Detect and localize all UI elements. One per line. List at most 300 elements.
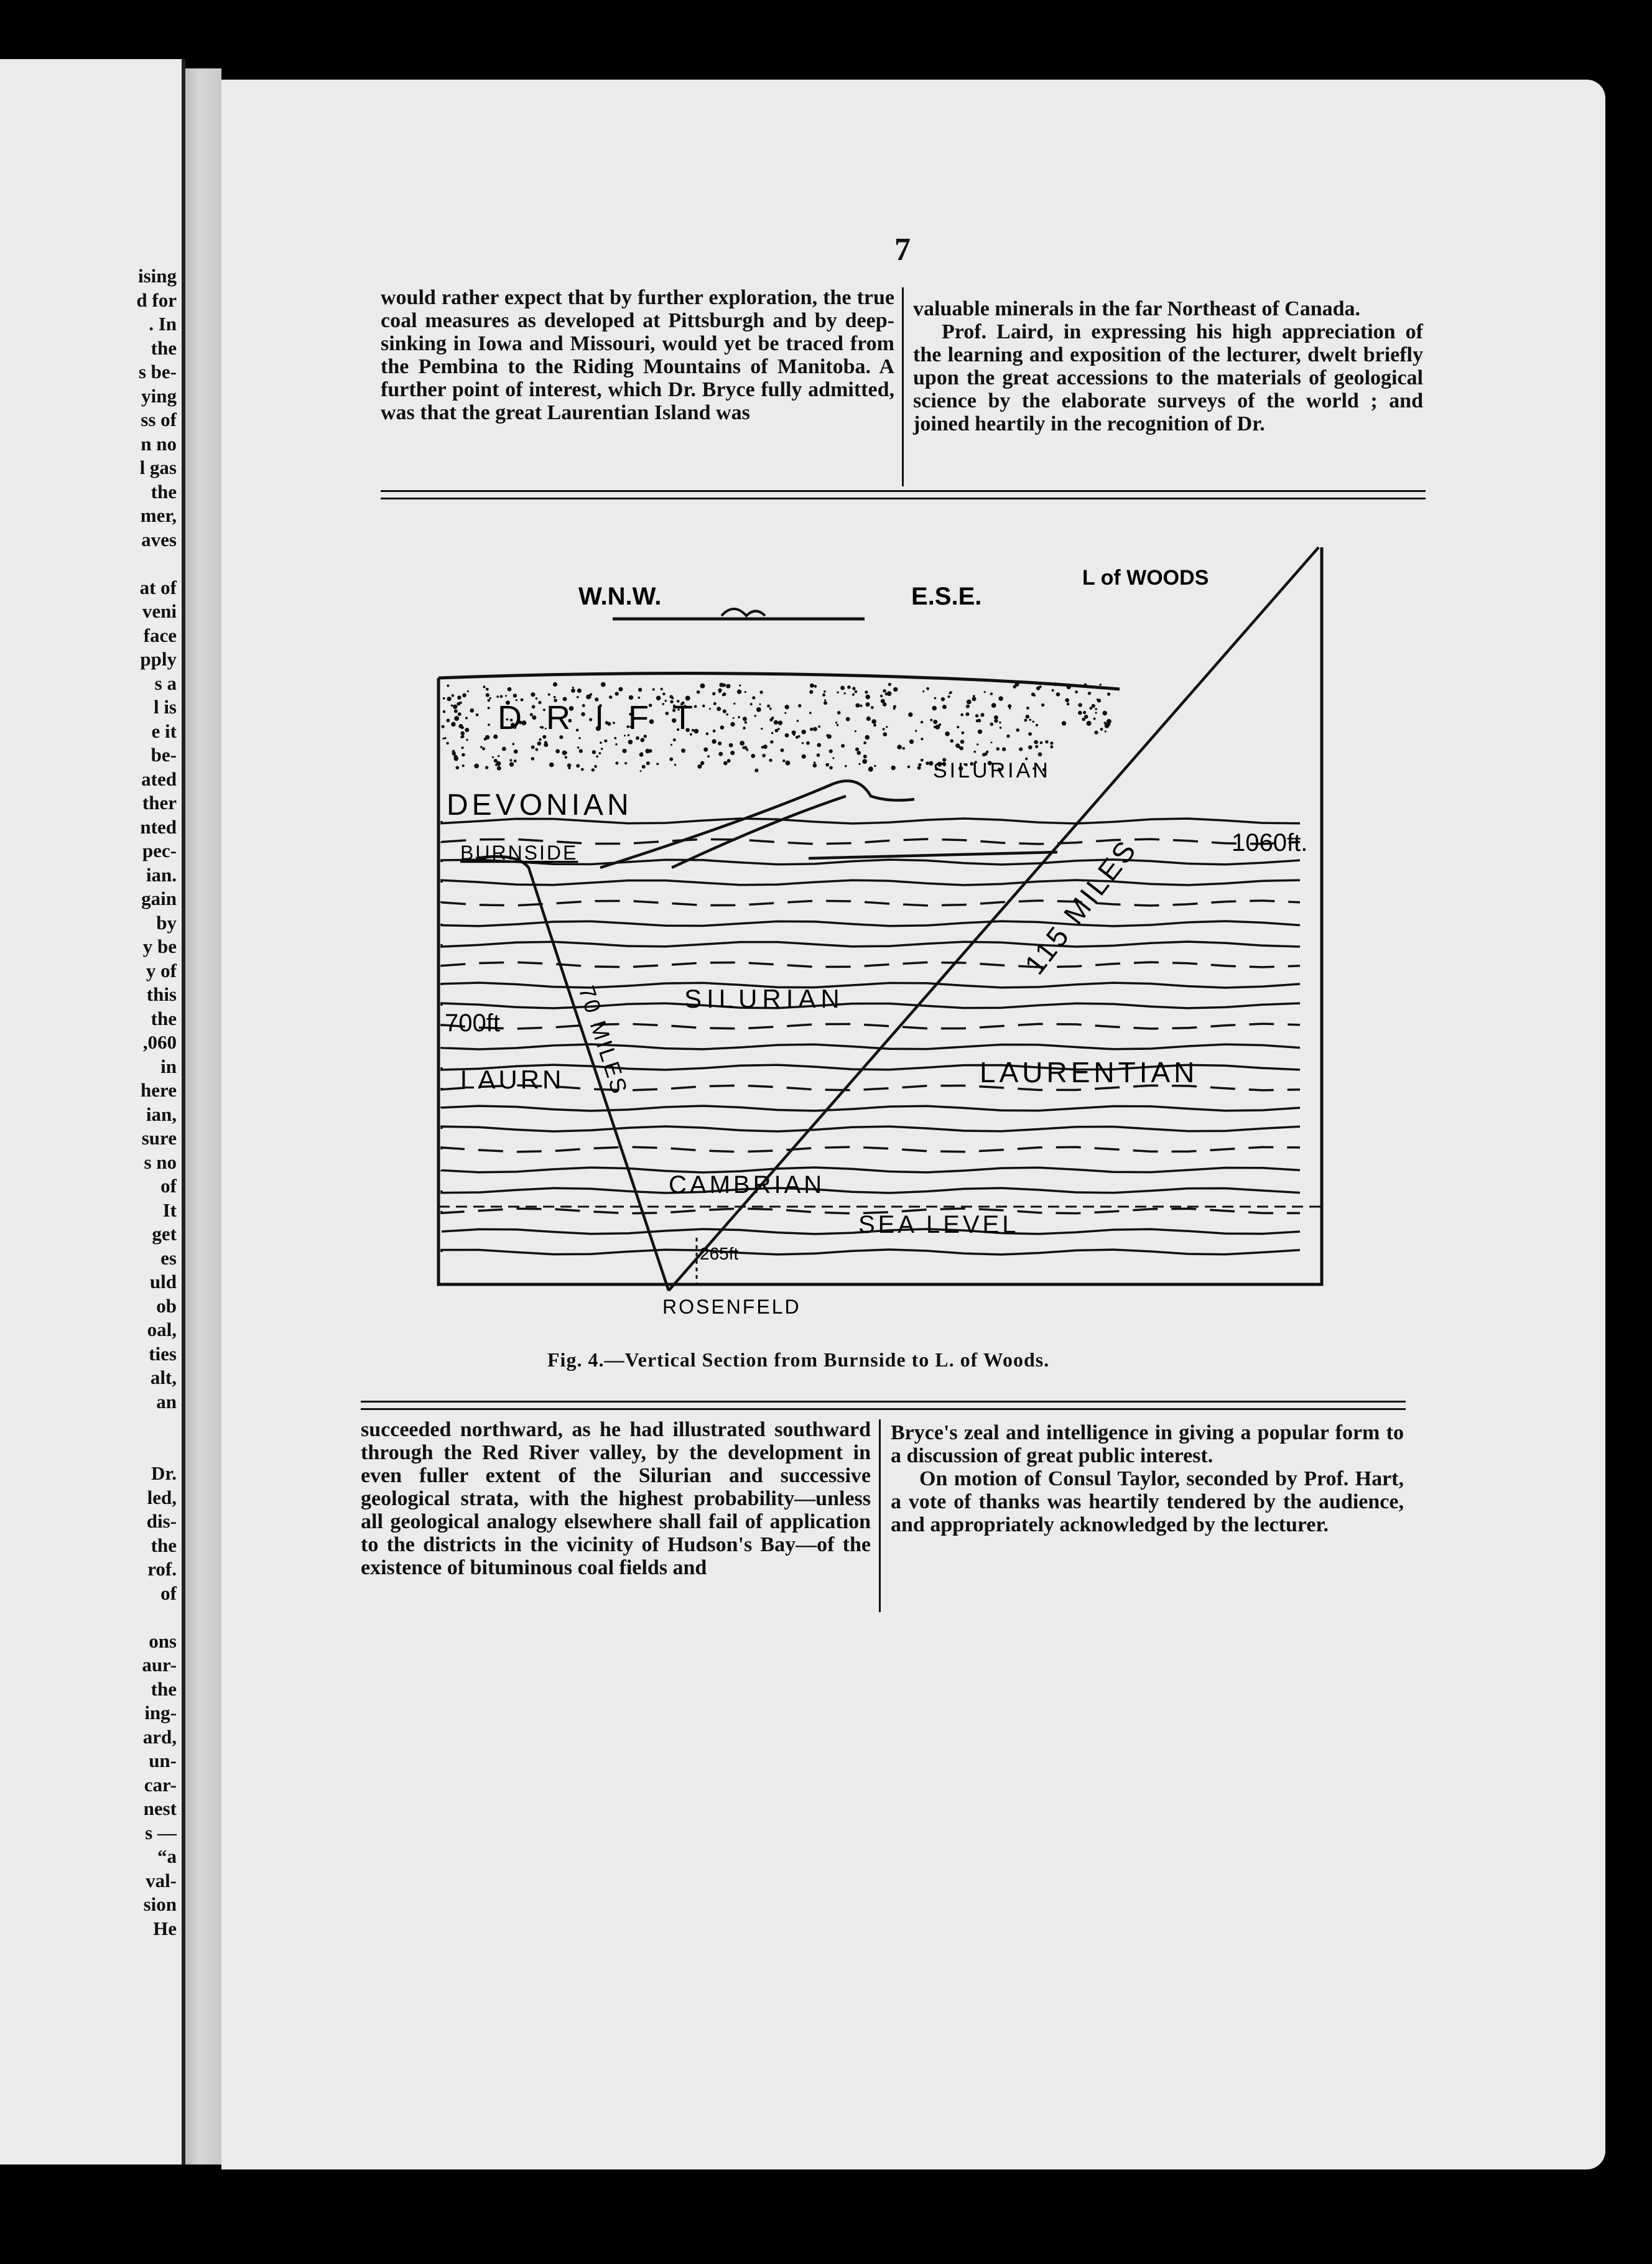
direction-ese: E.S.E. [911,583,982,610]
drift-dot [915,730,917,731]
left-page-line: . In [149,313,177,335]
drift-dot [549,763,554,768]
drift-dot [536,748,539,751]
drift-dot [746,749,748,751]
drift-dot [496,761,501,766]
drift-dot [726,713,728,716]
stratum-line [442,1044,1300,1049]
left-page-line: of [160,1175,177,1197]
drift-dot [544,743,548,747]
drift-dot [453,705,457,709]
drift-dot [459,702,462,704]
left-page-line: val- [146,1869,177,1891]
left-page-line: an [156,1390,177,1413]
drift-dot [829,766,833,770]
drift-dot [707,755,710,758]
drift-dot [730,722,735,726]
left-page-line: this [146,983,177,1005]
drift-dot [447,685,449,687]
left-page-line: the [151,1007,177,1029]
drift-dot [447,697,452,701]
drift-dot [1092,704,1095,708]
drift-dot [531,745,535,749]
drift-dot [921,721,923,723]
left-page-line: pply [140,648,177,670]
left-page-line: ying [141,384,177,407]
drift-dot [980,713,984,717]
drift-dot [1102,711,1107,716]
drift-dot [652,689,655,691]
drift-dot [713,702,717,705]
drift-dot [486,688,489,691]
stratum-line [442,1147,1300,1152]
left-page-line: l gas [139,457,177,478]
drift-dot [1062,721,1066,725]
left-page-line: alt, [150,1366,177,1388]
label-miles-left: 70 MILES [573,982,633,1098]
drift-dot [871,706,874,709]
drift-dot [662,693,666,696]
drift-dot [759,690,763,694]
drift-dot [718,741,722,745]
left-page-line [52,552,177,576]
drift-dot [810,728,814,731]
drift-dot [873,724,876,727]
left-page-line: sion [143,1893,177,1915]
drift-dot [860,705,862,707]
drift-dot [454,716,459,721]
drift-dot [1100,684,1102,685]
drift-dot [883,732,887,736]
drift-dot [960,713,963,717]
drift-dot [1028,732,1032,736]
drift-dot [669,758,673,761]
stratum-line [442,1188,1300,1193]
drift-dot [973,751,976,753]
drift-dot [640,770,642,772]
drift-dot [609,695,612,698]
drift-dot [966,712,970,716]
left-page-line: ing- [144,1702,177,1724]
drift-dot [903,747,905,749]
drift-dot [855,748,859,751]
drift-dot [798,704,801,707]
stratum-line [442,901,1300,906]
drift-dot [572,687,574,689]
drift-dot [565,756,567,758]
drift-dot [817,743,821,748]
drift-dot [488,723,490,726]
drift-dot [497,766,501,771]
drift-dot [921,738,923,740]
drift-dot [1016,728,1019,732]
drift-dot [990,723,994,726]
drift-dot [888,683,891,686]
drift-dot [1029,719,1031,721]
left-page-line: uld [149,1271,177,1292]
bottom-right-column [891,1421,1404,1536]
drift-dot [960,740,965,744]
stratum-line [442,983,1300,988]
drift-dot [845,765,847,768]
left-page-line: aur- [142,1654,177,1676]
label-miles-right: 115 MILES [1018,833,1144,981]
drift-dot [884,690,886,692]
drift-dot [1095,712,1097,713]
geological-section-drawing [373,529,1368,1337]
drift-dot [718,752,723,756]
drift-dot [798,735,800,738]
drift-dot [761,728,763,730]
left-page-line: be- [151,744,177,766]
top-right-column [913,297,1423,435]
drift-dot [1084,715,1088,718]
label-laurn: LAURN [460,1065,565,1094]
label-sea-level: SEA LEVEL [858,1211,1019,1238]
drift-dot [1067,703,1070,706]
left-page-line: ther [142,792,177,814]
drift-dot [508,687,512,692]
drift-dot [615,762,618,765]
left-page-line: ian. [146,863,177,886]
drift-dot [1052,689,1054,692]
drift-dot [661,688,663,690]
drift-dot [818,725,820,728]
drift-dot [982,753,986,756]
left-page-line: s — [145,1821,177,1844]
drift-dot [674,764,676,766]
drift-dot [917,766,921,770]
top-column-divider [902,287,904,486]
drift-dot [809,690,813,694]
drift-dot [1050,745,1053,748]
drift-dot [743,726,746,730]
drift-dot [921,759,924,762]
drift-dot [1065,698,1069,703]
drift-dot [1107,719,1111,724]
drift-dot [843,692,845,694]
drift-dot [972,697,977,701]
basin-outline [476,547,1319,1291]
drift-dot [824,701,827,705]
drift-dot [539,738,541,741]
drift-dot [742,746,745,749]
drift-dot [467,690,469,692]
drift-dot [986,751,988,753]
drift-dot [642,765,646,769]
left-page-line: the [151,480,177,503]
left-page-line [52,1605,177,1630]
drift-dot [700,764,702,766]
drift-dot [553,682,557,687]
drift-dot [934,697,937,700]
drift-dot [933,720,937,724]
left-page-line: y be [142,935,177,957]
left-page-line: un- [149,1750,177,1771]
drift-dot [1014,682,1019,687]
drift-dot [786,761,791,766]
drift-dot [727,759,731,763]
drift-dot [874,765,876,767]
drift-dot [865,735,870,740]
drift-dot [1009,708,1011,710]
drift-dot [465,728,469,732]
drift-dot [809,712,812,714]
drift-dot [829,749,833,753]
drift-dot [846,717,850,721]
left-page-line: in [160,1055,177,1077]
drift-dot [793,733,796,736]
drift-dot [996,747,1000,751]
geological-section-figure [373,529,1368,1337]
label-drift: D R I F T [498,699,701,736]
drift-dot [460,736,463,739]
left-page-line: s no [144,1151,177,1173]
drift-dot [814,685,817,688]
left-page-line: pec- [142,840,177,861]
drift-dot [1035,745,1038,748]
drift-dot [594,765,597,768]
drift-dot [984,691,986,693]
drift-dot [855,730,856,732]
drift-dot [460,731,465,736]
drift-dot [462,694,466,698]
drift-dot [978,730,982,734]
drift-dot [1088,692,1091,695]
drift-dot [697,690,700,694]
drift-dot [458,724,463,728]
left-page-line: Dr. [151,1462,177,1484]
drift-dot [577,696,579,698]
drift-dot [726,684,730,689]
drift-dot [700,761,704,765]
drift-dot [1105,723,1110,728]
drift-dot [813,727,817,731]
drift-dot [1093,718,1096,720]
drift-dot [494,760,496,762]
drift-dot [907,766,911,769]
drift-dot [488,699,491,702]
drift-dot [961,731,964,735]
drift-dot [782,759,786,763]
drift-dot [909,740,914,744]
left-page-line: dis- [146,1510,177,1532]
drift-dot [451,705,453,707]
drift-dot [817,753,820,757]
drift-dot [1036,724,1038,726]
drift-dot [709,708,711,710]
drift-dot [462,753,465,757]
drift-dot [656,763,659,765]
drift-dot [837,692,838,694]
drift-dot [891,766,896,770]
drift-dot [871,719,876,724]
drift-dot [579,749,583,753]
drift-dot [581,768,584,771]
drift-dot [837,724,839,726]
left-page-line: ising [137,265,177,287]
drift-dot [618,687,623,692]
bottom-right-paragraph-2: On motion of Consul Taylor, seconded by Prof. Hart, a vote of thanks was heartily tendered by the audience, and appropriately acknowledged by the lecturer. [891,1467,1404,1536]
stratum-line [442,1003,1300,1008]
left-page-line: s be- [138,361,177,383]
drift-dot [723,761,728,766]
drift-dot [767,705,770,708]
drift-dot [932,706,937,711]
drift-dot [750,703,753,705]
drift-dot [442,725,445,728]
figure-caption: Fig. 4.—Vertical Section from Burnside to L. of Woods. [547,1348,1050,1371]
stratum-line [442,1106,1300,1111]
drift-dot [945,731,950,736]
drift-dot [810,684,814,688]
drift-dot [814,761,816,764]
drift-dot [615,743,618,746]
drift-dot [505,695,507,697]
drift-dot [482,747,485,750]
drift-dot [1100,728,1103,731]
drift-dot [777,728,780,730]
drift-dot [596,755,598,758]
drift-dot [717,707,721,711]
drift-dot [446,742,448,745]
left-page-line: ons [149,1630,177,1652]
drift-dot [492,756,494,758]
drift-dot [947,695,950,698]
drift-dot [601,682,606,687]
drift-dot [781,748,784,752]
drift-dot [1075,690,1078,694]
drift-dot [893,687,898,692]
drift-dot [537,741,542,746]
drift-dot [1087,721,1092,726]
drift-dot [490,697,491,699]
drift-dot [769,759,772,762]
drift-dot [461,746,463,749]
drift-dot [785,733,789,738]
drift-dot [893,705,896,708]
label-height-bottom: 265ft [700,1244,739,1263]
left-page-line: “a [157,1845,177,1867]
drift-dot [869,766,873,770]
drift-dot [802,742,804,744]
drift-dot [881,699,885,703]
drift-dot [739,684,741,686]
drift-dot [454,709,458,713]
left-page-line: aves [141,528,177,550]
drift-dot [949,692,950,694]
drift-dot [1026,707,1029,710]
drift-dot [950,740,954,743]
drift-dot [1019,748,1023,751]
drift-dot [628,740,633,745]
drift-dot [813,763,817,768]
drift-dot [514,759,517,763]
stratum-line [442,921,1300,926]
drift-dot [740,741,745,746]
drift-dot [863,754,867,758]
left-page-line: by [156,911,177,934]
drift-dot [840,686,845,690]
label-height-left: 700ft [445,1009,500,1037]
drift-dot [1105,730,1107,732]
drift-dot [466,739,468,741]
left-page-line: n no [141,432,177,455]
stratum-line [442,942,1300,947]
drift-dot [1040,741,1043,745]
stratum-line [442,962,1300,967]
left-page-line: s a [154,672,177,694]
drift-dot [863,741,866,745]
drift-dot [723,710,726,713]
left-page-line: the [151,1677,177,1700]
drift-dot [880,695,883,697]
drift-dot [624,762,627,764]
left-page-line: ss of [141,409,177,430]
drift-dot [745,691,746,693]
left-page-text [52,264,177,1941]
left-page-line: face [143,624,177,646]
drift-dot [918,763,921,766]
left-page-fragment [0,59,185,2164]
drift-dot [509,762,514,766]
drift-dot [718,689,722,692]
drift-dot [722,694,725,696]
drift-dot [771,732,774,735]
label-rosenfeld: ROSENFELD [662,1296,801,1318]
drift-dot [935,725,940,730]
drift-dot [733,703,735,705]
drift-dot [722,684,726,687]
drift-dot [599,752,601,754]
drift-dot [752,696,755,699]
drift-dot [483,685,485,688]
drift-dot [488,707,490,709]
left-page-line: nest [143,1798,177,1819]
drift-dot [712,739,716,743]
drift-dot [636,736,639,740]
bottom-left-column [361,1418,871,1579]
drift-dot [1038,753,1042,757]
drift-dot [576,764,580,768]
drift-dot [514,749,518,754]
drift-dot [994,715,998,720]
drift-dot [703,748,708,752]
drift-dot [832,757,834,759]
drift-dot [908,712,912,717]
left-page-line: veni [142,600,177,622]
bottom-rule [361,1401,1406,1410]
drift-dot [615,692,619,695]
drift-dot [745,721,747,723]
drift-dot [998,696,1003,701]
top-left-column [381,286,894,424]
drift-dot [926,761,929,765]
drift-dot [967,700,972,705]
drift-dot [1000,726,1002,729]
drift-dot [865,690,868,694]
label-height-right: 1060ft. [1232,829,1308,856]
compass-arrow [613,609,865,619]
drift-dot [1084,684,1087,687]
drift-dot [1054,682,1057,686]
left-page-line: ,060 [142,1031,177,1053]
left-page-line: sure [141,1127,177,1149]
drift-dot [502,747,506,751]
drift-dot [825,763,829,767]
drift-dot [458,712,462,716]
drift-dot [990,692,993,695]
